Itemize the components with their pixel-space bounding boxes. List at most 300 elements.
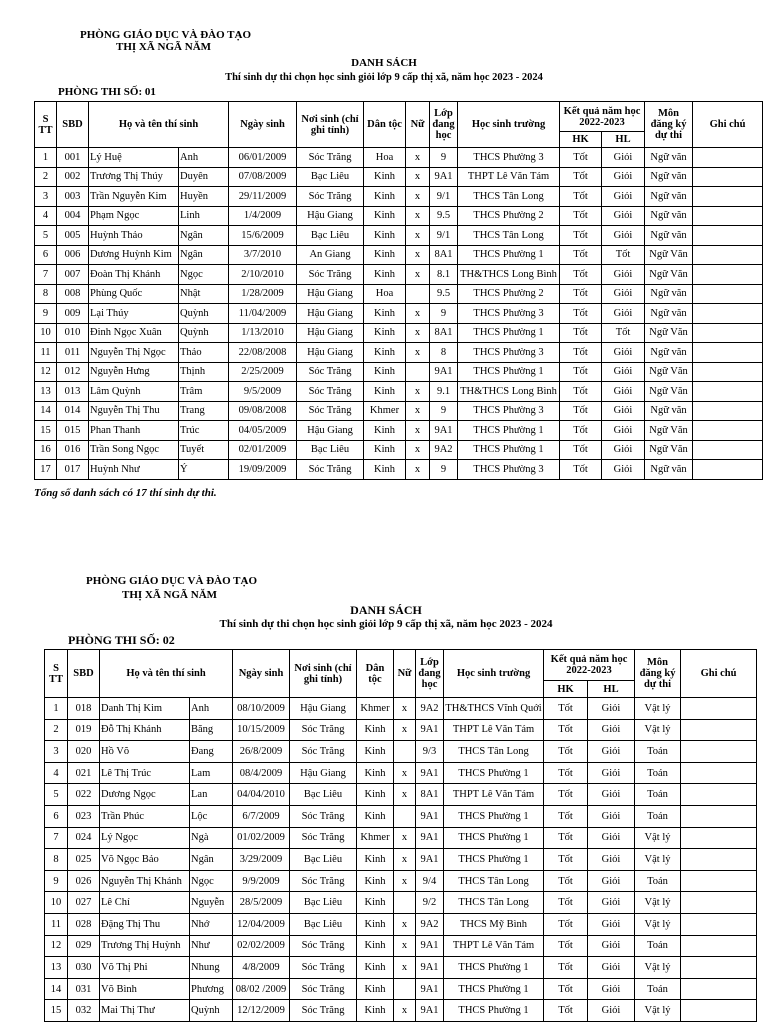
document-subtitle: Thí sinh dự thi chọn học sinh giỏi lớp 9 cấp thị xã, năm học 2023 - 2024 [219,618,553,630]
cell-note [681,805,757,827]
cell-ethnicity: Kinh [357,892,394,914]
cell-birthplace: Sóc Trăng [297,362,364,382]
cell-dob: 4/8/2009 [233,957,290,979]
header-school: Học sinh trường [458,102,560,148]
cell-surname: Dương Ngọc [100,784,190,806]
cell-school: THCS Phường 3 [458,460,560,480]
cell-hk: Tốt [544,913,588,935]
cell-class: 9A1 [416,978,444,1000]
cell-school: THCS Phường 1 [458,440,560,460]
cell-ethnicity: Kinh [364,382,406,402]
cell-school: THCS Tân Long [444,870,544,892]
cell-sbd: 013 [57,382,89,402]
cell-hl: Giỏi [602,187,645,207]
district-name: THỊ XÃ NGÃ NĂM [122,589,218,601]
cell-ethnicity: Kinh [364,245,406,265]
cell-hl: Giỏi [588,827,635,849]
cell-note [681,698,757,720]
cell-sbd: 022 [68,784,100,806]
table-row [45,913,757,935]
cell-school: THPT Lê Văn Tám [444,935,544,957]
cell-hl: Giỏi [602,265,645,285]
header-stt: S TT [35,102,57,148]
cell-sbd: 030 [68,957,100,979]
cell-stt: 3 [45,741,68,763]
cell-school: TH&THCS Long Bình [458,382,560,402]
cell-surname: Huỳnh Thảo [89,226,179,246]
cell-hk: Tốt [544,827,588,849]
header-stt: S TT [45,650,68,698]
cell-hl: Giỏi [588,957,635,979]
cell-surname: Đặng Thị Thu [100,913,190,935]
header-female: Nữ [394,650,416,698]
cell-hl: Giỏi [602,167,645,187]
cell-birthplace: Sóc Trăng [290,741,357,763]
cell-given-name: Trang [179,401,229,421]
cell-female: x [394,762,416,784]
cell-given-name: Nhớ [190,913,233,935]
cell-female: x [394,827,416,849]
cell-surname: Võ Thị Phi [100,957,190,979]
header-result: Kết quả năm học 2022-2023 [544,650,635,681]
cell-dob: 04/05/2009 [229,421,297,441]
cell-birthplace: Sóc Trăng [297,265,364,285]
cell-class: 9A1 [416,957,444,979]
cell-ethnicity: Kinh [364,187,406,207]
cell-birthplace: Sóc Trăng [290,978,357,1000]
cell-school: THCS Phường 1 [458,323,560,343]
cell-subject: Ngữ Văn [645,245,693,265]
cell-dob: 09/08/2008 [229,401,297,421]
cell-hk: Tốt [560,148,602,168]
cell-hl: Tốt [602,323,645,343]
cell-sbd: 016 [57,440,89,460]
cell-sbd: 014 [57,401,89,421]
cell-sbd: 024 [68,827,100,849]
cell-sbd: 001 [57,148,89,168]
cell-given-name: Quỳnh [179,304,229,324]
cell-sbd: 018 [68,698,100,720]
cell-surname: Nguyễn Thị Thu [89,401,179,421]
cell-school: THPT Lê Văn Tám [458,167,560,187]
cell-dob: 12/04/2009 [233,913,290,935]
cell-stt: 6 [35,245,57,265]
table-row [45,762,757,784]
cell-hk: Tốt [544,805,588,827]
cell-surname: Lê Chí [100,892,190,914]
table-row [45,1000,757,1022]
cell-ethnicity: Khmer [357,827,394,849]
cell-class: 9/2 [416,892,444,914]
cell-ethnicity: Kinh [357,870,394,892]
cell-female: x [406,323,430,343]
cell-female: x [406,265,430,285]
cell-stt: 2 [35,167,57,187]
cell-dob: 02/02/2009 [233,935,290,957]
cell-hk: Tốt [544,849,588,871]
header-birthplace: Nơi sinh (chỉ ghi tỉnh) [297,102,364,148]
cell-surname: Phan Thanh [89,421,179,441]
cell-stt: 7 [45,827,68,849]
cell-dob: 9/5/2009 [229,382,297,402]
cell-subject: Toán [635,870,681,892]
cell-subject: Vật lý [635,957,681,979]
cell-school: THCS Tân Long [444,741,544,763]
cell-ethnicity: Kinh [364,265,406,285]
table-row [45,698,757,720]
cell-note [681,913,757,935]
cell-ethnicity: Kinh [357,935,394,957]
cell-given-name: Huyền [179,187,229,207]
cell-stt: 10 [45,892,68,914]
cell-female: x [406,206,430,226]
cell-hk: Tốt [544,892,588,914]
cell-hk: Tốt [560,362,602,382]
cell-birthplace: Sóc Trăng [290,805,357,827]
cell-hk: Tốt [560,304,602,324]
cell-dob: 19/09/2009 [229,460,297,480]
cell-birthplace: Hậu Giang [290,762,357,784]
header-ethnicity: Dân tộc [364,102,406,148]
cell-subject: Ngữ văn [645,206,693,226]
cell-sbd: 003 [57,187,89,207]
cell-sbd: 019 [68,719,100,741]
cell-subject: Ngữ văn [645,460,693,480]
exam-room-label: PHÒNG THI SỐ: 01 [58,86,156,98]
cell-school: THCS Mỹ Bình [444,913,544,935]
cell-class: 9A1 [416,849,444,871]
exam-room-label: PHÒNG THI SỐ: 02 [68,633,175,647]
cell-ethnicity: Kinh [357,762,394,784]
cell-surname: Hồ Võ [100,741,190,763]
table-row [45,957,757,979]
cell-dob: 08/4/2009 [233,762,290,784]
cell-ethnicity: Hoa [364,148,406,168]
cell-stt: 15 [45,1000,68,1022]
cell-subject: Ngữ Văn [645,421,693,441]
cell-note [681,719,757,741]
cell-hl: Giỏi [602,226,645,246]
cell-given-name: Anh [190,698,233,720]
cell-birthplace: Hậu Giang [297,323,364,343]
cell-hk: Tốt [544,870,588,892]
cell-given-name: Ngà [190,827,233,849]
cell-given-name: Như [190,935,233,957]
cell-stt: 9 [35,304,57,324]
table-row [45,719,757,741]
cell-subject: Ngữ Văn [645,440,693,460]
cell-class: 9A1 [416,827,444,849]
cell-note [681,784,757,806]
cell-hl: Giỏi [602,382,645,402]
cell-ethnicity: Kinh [357,913,394,935]
cell-class: 9A1 [416,762,444,784]
cell-class: 9A1 [416,719,444,741]
cell-sbd: 023 [68,805,100,827]
cell-given-name: Ngọc [179,265,229,285]
cell-school: THCS Phường 2 [458,284,560,304]
cell-surname: Lê Thị Trúc [100,762,190,784]
cell-surname: Lại Thúy [89,304,179,324]
cell-surname: Võ Ngọc Bảo [100,849,190,871]
cell-subject: Vật lý [635,1000,681,1022]
cell-hl: Giỏi [588,698,635,720]
cell-birthplace: Sóc Trăng [290,827,357,849]
cell-subject: Vật lý [635,827,681,849]
table-row [45,805,757,827]
cell-hl: Giỏi [602,440,645,460]
cell-hl: Giỏi [588,719,635,741]
cell-surname: Phạm Ngọc [89,206,179,226]
cell-note [681,935,757,957]
cell-hk: Tốt [544,978,588,1000]
cell-stt: 2 [45,719,68,741]
cell-class: 9 [430,460,458,480]
cell-surname: Phùng Quốc [89,284,179,304]
cell-stt: 11 [35,343,57,363]
cell-subject: Vật lý [635,913,681,935]
cell-school: THCS Tân Long [444,892,544,914]
cell-hl: Giỏi [602,421,645,441]
cell-female [394,892,416,914]
cell-given-name: Trâm [179,382,229,402]
cell-sbd: 004 [57,206,89,226]
cell-female: x [394,849,416,871]
cell-class: 8.1 [430,265,458,285]
cell-ethnicity: Kinh [364,343,406,363]
cell-female: x [406,167,430,187]
cell-school: THCS Phường 1 [444,957,544,979]
cell-female: x [406,382,430,402]
cell-school: THCS Phường 3 [458,343,560,363]
cell-subject: Ngữ văn [645,187,693,207]
cell-given-name: Ngân [190,849,233,871]
header-hl: HL [588,681,635,698]
cell-hk: Tốt [560,323,602,343]
cell-surname: Đoàn Thị Khánh [89,265,179,285]
cell-hl: Tốt [602,245,645,265]
cell-female: x [394,913,416,935]
cell-note [681,849,757,871]
cell-sbd: 032 [68,1000,100,1022]
cell-female: x [406,440,430,460]
cell-dob: 2/10/2010 [229,265,297,285]
cell-sbd: 010 [57,323,89,343]
cell-female [394,978,416,1000]
header-hl: HL [602,132,645,148]
cell-note [681,1000,757,1022]
cell-female: x [406,304,430,324]
cell-female: x [406,148,430,168]
cell-sbd: 031 [68,978,100,1000]
cell-subject: Toán [635,784,681,806]
cell-sbd: 020 [68,741,100,763]
cell-hk: Tốt [560,421,602,441]
cell-female: x [394,935,416,957]
cell-class: 8 [430,343,458,363]
cell-hk: Tốt [544,957,588,979]
header-subject: Môn đăng ký dự thi [635,650,681,698]
cell-class: 9A2 [416,698,444,720]
cell-birthplace: Hậu Giang [290,698,357,720]
cell-stt: 14 [45,978,68,1000]
cell-sbd: 017 [57,460,89,480]
cell-subject: Vật lý [635,892,681,914]
cell-female [394,741,416,763]
cell-hl: Giỏi [588,913,635,935]
cell-given-name: Lan [190,784,233,806]
cell-sbd: 021 [68,762,100,784]
cell-birthplace: Bạc Liêu [297,167,364,187]
cell-class: 9 [430,148,458,168]
cell-stt: 14 [35,401,57,421]
cell-class: 8A1 [416,784,444,806]
cell-subject: Ngữ Văn [645,323,693,343]
header-sbd: SBD [68,650,100,698]
cell-note [681,762,757,784]
cell-stt: 4 [35,206,57,226]
cell-dob: 12/12/2009 [233,1000,290,1022]
cell-stt: 16 [35,440,57,460]
header-hk: HK [560,132,602,148]
cell-stt: 7 [35,265,57,285]
cell-dob: 22/08/2008 [229,343,297,363]
cell-class: 9A1 [430,421,458,441]
cell-hk: Tốt [560,167,602,187]
cell-hl: Giỏi [602,206,645,226]
cell-dob: 1/28/2009 [229,284,297,304]
cell-sbd: 006 [57,245,89,265]
cell-subject: Ngữ văn [645,226,693,246]
cell-school: THCS Phường 3 [458,148,560,168]
cell-dob: 1/4/2009 [229,206,297,226]
cell-sbd: 015 [57,421,89,441]
cell-hl: Giỏi [602,148,645,168]
cell-stt: 17 [35,460,57,480]
cell-school: TH&THCS Vĩnh Quới [444,698,544,720]
cell-school: THCS Phường 1 [458,245,560,265]
table-row [45,935,757,957]
cell-female: x [406,187,430,207]
document-subtitle: Thí sinh dự thi chọn học sinh giỏi lớp 9 cấp thị xã, năm học 2023 - 2024 [225,72,543,83]
cell-subject: Ngữ văn [645,284,693,304]
cell-hl: Giỏi [602,284,645,304]
cell-birthplace: Hậu Giang [297,284,364,304]
cell-note [681,892,757,914]
cell-given-name: Lộc [190,805,233,827]
cell-birthplace: Sóc Trăng [297,401,364,421]
cell-given-name: Phương [190,978,233,1000]
cell-stt: 9 [45,870,68,892]
cell-given-name: Linh [179,206,229,226]
cell-hl: Giỏi [602,343,645,363]
cell-female: x [406,401,430,421]
cell-hk: Tốt [544,762,588,784]
cell-subject: Ngữ văn [645,401,693,421]
cell-sbd: 007 [57,265,89,285]
cell-stt: 1 [35,148,57,168]
cell-school: THCS Phường 1 [444,805,544,827]
cell-subject: Vật lý [635,698,681,720]
cell-ethnicity: Kinh [357,784,394,806]
cell-birthplace: Sóc Trăng [297,148,364,168]
cell-sbd: 026 [68,870,100,892]
cell-surname: Huỳnh Như [89,460,179,480]
cell-ethnicity: Kinh [364,167,406,187]
header-ethnicity: Dân tộc [357,650,394,698]
cell-hk: Tốt [544,698,588,720]
cell-hl: Giỏi [588,870,635,892]
cell-hk: Tốt [560,343,602,363]
cell-school: THCS Phường 3 [458,401,560,421]
cell-class: 9 [430,401,458,421]
header-class: Lớp đang học [430,102,458,148]
cell-class: 8A1 [430,323,458,343]
cell-dob: 06/01/2009 [229,148,297,168]
cell-hk: Tốt [560,401,602,421]
cell-stt: 6 [45,805,68,827]
cell-hl: Giỏi [588,849,635,871]
cell-female: x [394,870,416,892]
cell-school: THCS Tân Long [458,187,560,207]
cell-subject: Ngữ Văn [645,362,693,382]
cell-sbd: 002 [57,167,89,187]
cell-surname: Lý Huệ [89,148,179,168]
cell-hk: Tốt [544,741,588,763]
cell-school: TH&THCS Long Bình [458,265,560,285]
cell-surname: Dương Huỳnh Kim [89,245,179,265]
cell-sbd: 008 [57,284,89,304]
cell-dob: 10/15/2009 [233,719,290,741]
cell-sbd: 025 [68,849,100,871]
cell-class: 9/1 [430,187,458,207]
cell-hl: Giỏi [602,362,645,382]
cell-note [681,827,757,849]
cell-dob: 01/02/2009 [233,827,290,849]
cell-hk: Tốt [544,784,588,806]
cell-sbd: 005 [57,226,89,246]
cell-class: 9A1 [416,805,444,827]
cell-given-name: Tuyết [179,440,229,460]
cell-class: 9/3 [416,741,444,763]
cell-dob: 3/7/2010 [229,245,297,265]
cell-stt: 1 [45,698,68,720]
cell-birthplace: Bạc Liêu [297,226,364,246]
cell-stt: 5 [45,784,68,806]
cell-ethnicity: Kinh [364,362,406,382]
header-dob: Ngày sinh [233,650,290,698]
cell-sbd: 028 [68,913,100,935]
cell-hl: Giỏi [588,741,635,763]
cell-stt: 12 [35,362,57,382]
cell-birthplace: Bạc Liêu [290,892,357,914]
cell-sbd: 009 [57,304,89,324]
cell-sbd: 029 [68,935,100,957]
header-name: Họ và tên thí sinh [89,102,229,148]
cell-birthplace: Hậu Giang [297,421,364,441]
cell-stt: 5 [35,226,57,246]
cell-dob: 02/01/2009 [229,440,297,460]
cell-hk: Tốt [544,935,588,957]
cell-dob: 6/7/2009 [233,805,290,827]
cell-class: 9A1 [416,1000,444,1022]
cell-subject: Toán [635,935,681,957]
cell-subject: Ngữ Văn [645,265,693,285]
department-name: PHÒNG GIÁO DỤC VÀ ĐÀO TẠO [86,575,258,587]
cell-sbd: 027 [68,892,100,914]
table-row [45,849,757,871]
cell-subject: Vật lý [635,719,681,741]
